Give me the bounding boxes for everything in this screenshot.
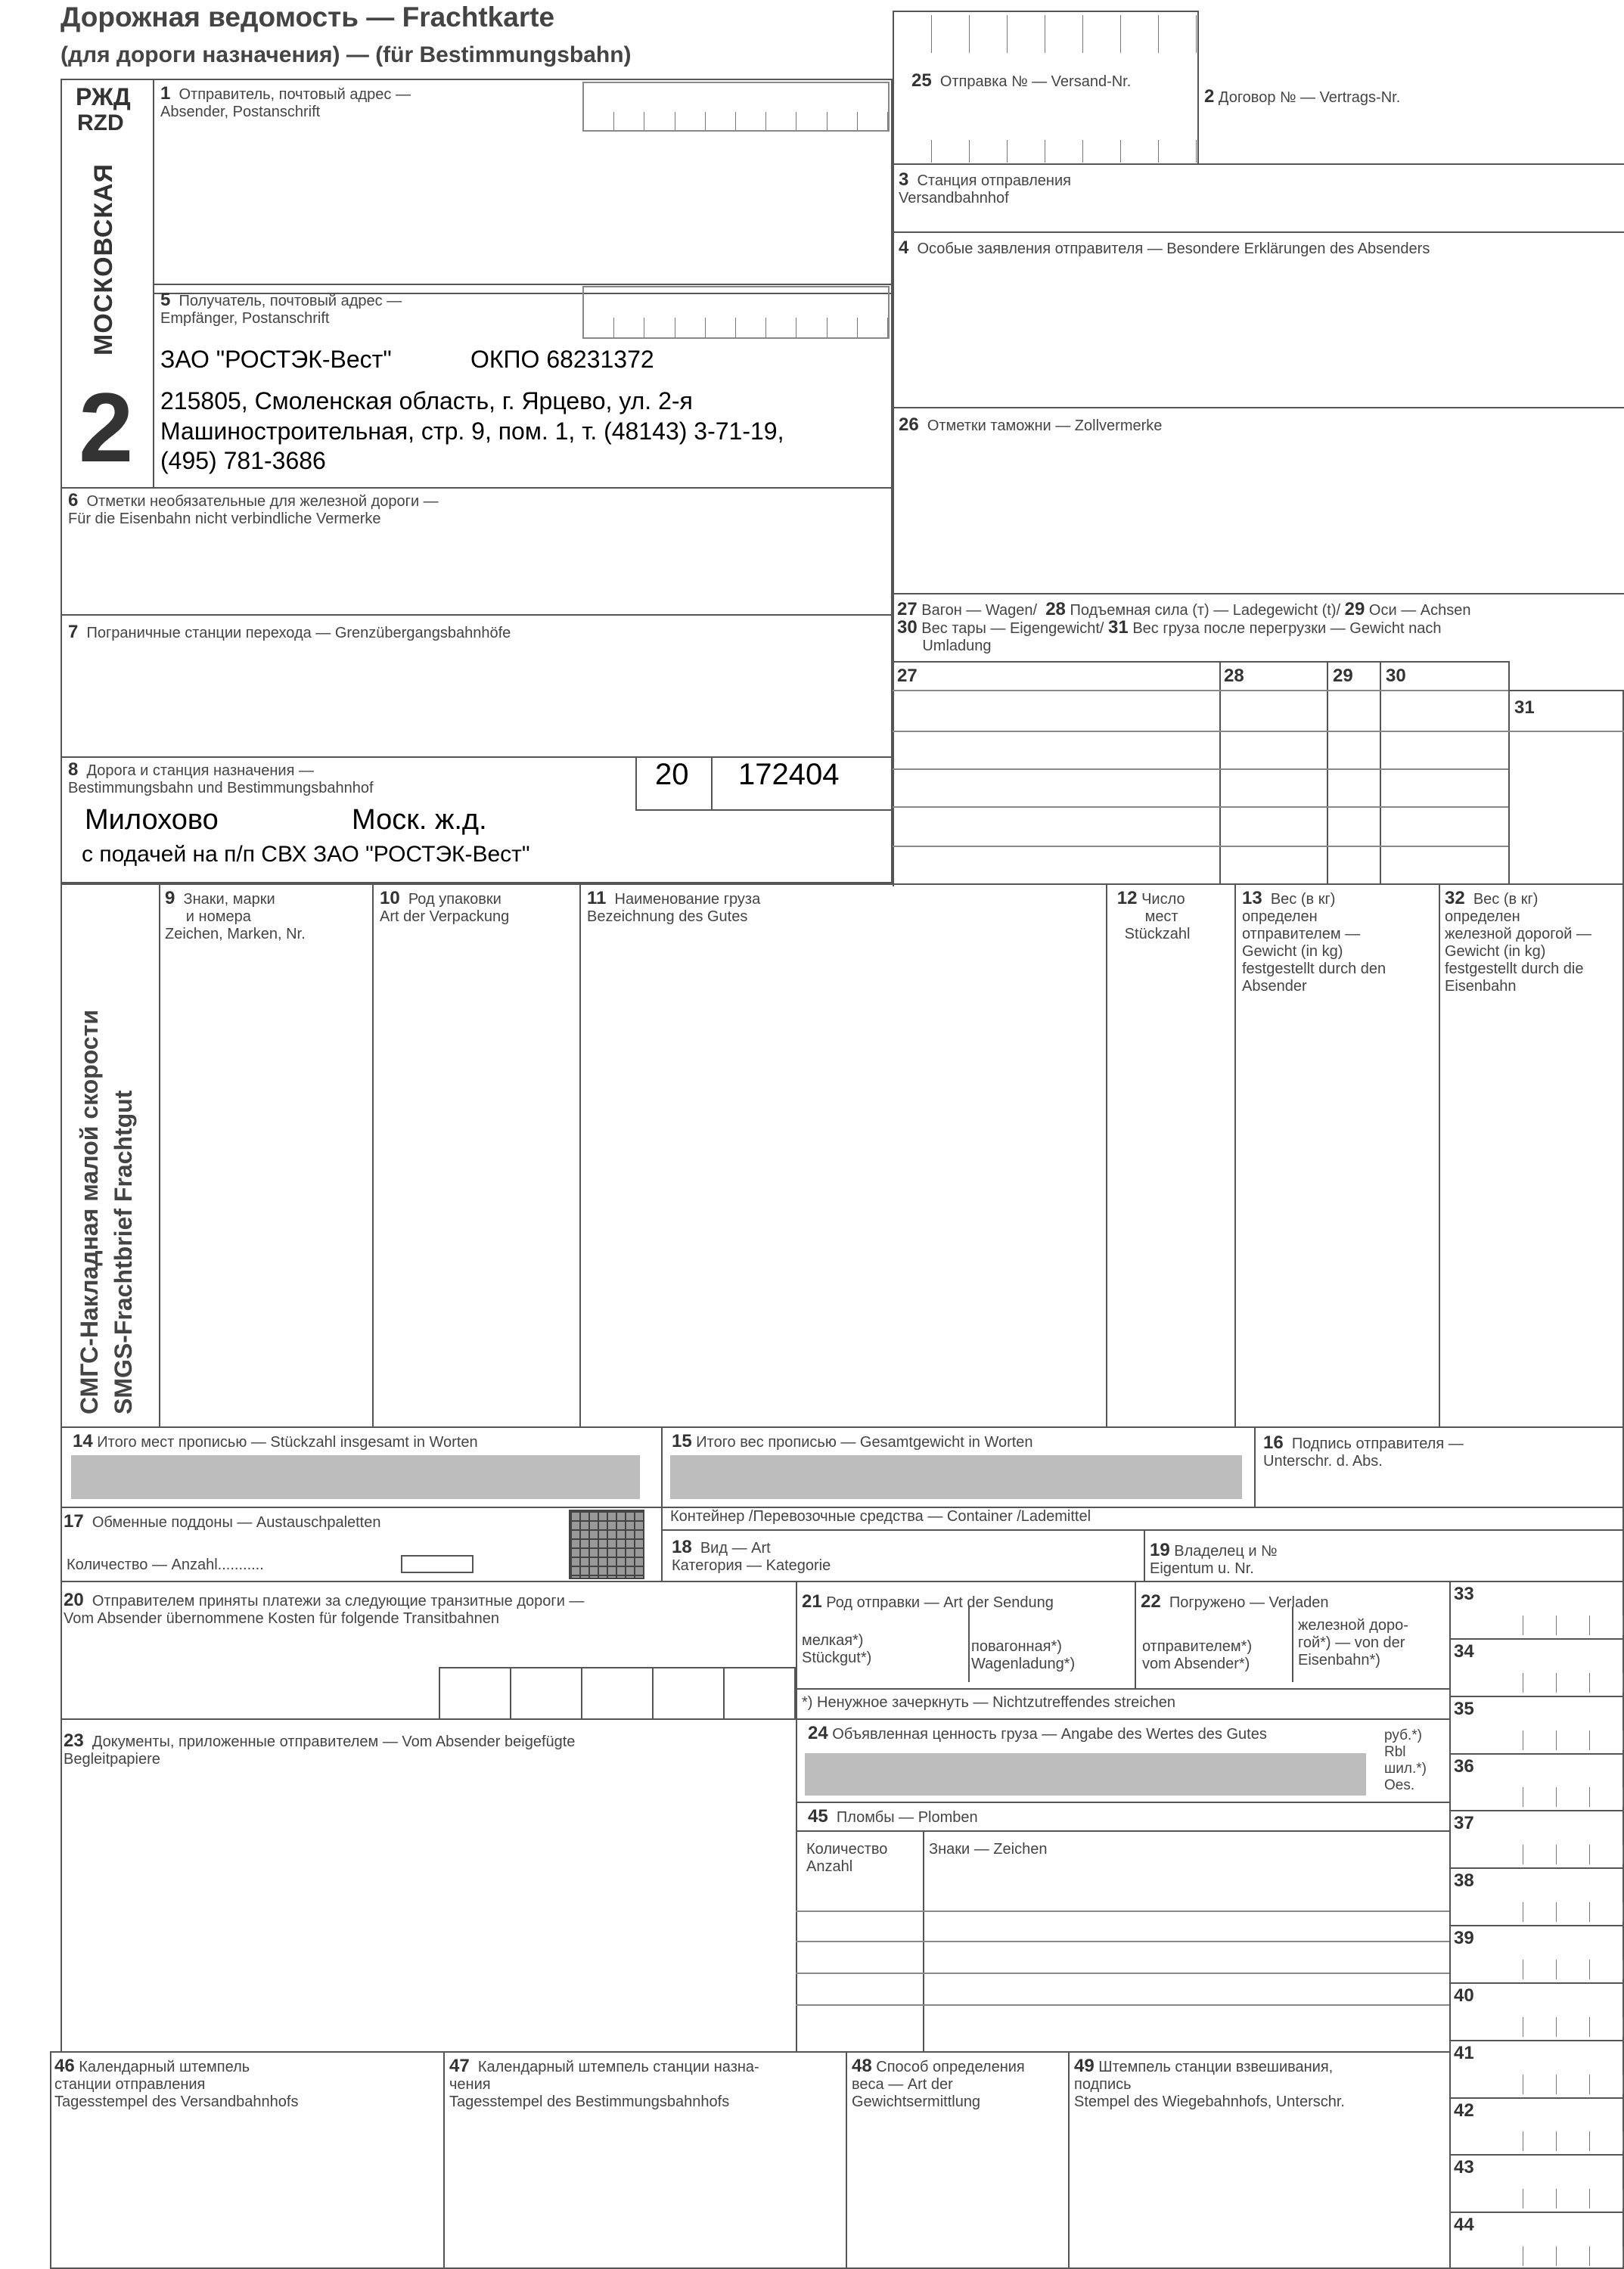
field-14-label: 14 Итого мест прописью — Stückzahl insgesamt in Worten (73, 1431, 478, 1451)
cargo-col-13 (1234, 883, 1236, 1428)
dest-road: Моск. ж.д. (352, 804, 487, 836)
field-32-label: 32 Вес (в кг) определен железной дорогой — Gewicht (in kg) festgestellt durch die Eisenbahn (1445, 888, 1592, 995)
right-column-ticks[interactable] (1490, 1845, 1623, 1864)
cargo-col-11 (579, 883, 581, 1428)
right-column-number: 42 (1454, 2100, 1474, 2121)
right-column-divider (1449, 1925, 1624, 1926)
dest-station-code: 172404 (738, 758, 840, 791)
right-column-divider (1449, 1867, 1624, 1869)
field-25-ticks-top (894, 15, 1197, 53)
field-1-code-ticks (584, 112, 888, 130)
right-column-divider (1449, 1982, 1624, 1984)
line-field-3-bottom (893, 231, 1624, 233)
right-column-ticks[interactable] (1490, 1787, 1623, 1807)
row-18-divider (1144, 1529, 1145, 1582)
field-5-code-ticks (584, 318, 888, 337)
right-column-divider (1449, 2040, 1624, 2041)
strike-note: *) Ненужное зачеркнуть — Nichtzutreffendes streichen (802, 1694, 1176, 1711)
row-45-header-line (796, 1830, 1451, 1832)
wagon-grid-row-4 (893, 806, 1510, 808)
field-16-label: 16 Подпись отправителя — Unterschr. d. Abs. (1263, 1432, 1464, 1470)
field-45-row-4 (796, 2004, 1451, 2006)
right-column-divider (1449, 2154, 1624, 2156)
right-column-number: 44 (1454, 2215, 1474, 2236)
row-24-bottom-line (796, 1802, 1451, 1803)
right-column-number: 41 (1454, 2042, 1474, 2063)
row-22-mid-divider (1292, 1606, 1293, 1682)
smgs-title-ru: СМГС-Накладная малой скорости (76, 1009, 103, 1414)
right-column-number: 40 (1454, 1985, 1474, 2006)
field-19-label: 19 Владелец и № Eigentum u. Nr. (1150, 1540, 1278, 1577)
row-48-divider (1068, 2051, 1070, 2269)
container-label: Контейнер /Перевозочные средства — Container /Lademittel (670, 1508, 1091, 1525)
transit-divider-2 (581, 1667, 582, 1720)
field-21-wagon-label: повагонная*) Wagenladung*) (971, 1638, 1076, 1672)
field-30-31-label: 30 Вес тары — Eigengewicht/ 31 Вес груза после перегрузки — Gewicht nach Umladung (897, 617, 1442, 654)
wagon-grid-row-1 (893, 690, 1510, 691)
right-column-ticks[interactable] (1490, 1960, 1623, 1979)
recipient-address-line3: (495) 781-3686 (160, 447, 326, 474)
field-22-label: 22 Погружено — Verladen (1141, 1591, 1329, 1612)
field-45-row-1 (796, 1910, 1451, 1912)
field-6-label: 6 Отметки необязательные для железной дороги — Für die Eisenbahn nicht verbindliche Vermerke (68, 490, 439, 527)
field-4-label: 4 Особые заявления отправителя — Besondere Erklärungen des Absenders (899, 237, 1430, 258)
field-8-label: 8 Дорога и станция назначения — Bestimmungsbahn und Bestimmungsbahnhof (68, 759, 374, 796)
right-column-number: 35 (1454, 1698, 1474, 1719)
field-26-label: 26 Отметки таможни — Zollvermerke (899, 414, 1163, 435)
cargo-col-10 (372, 883, 374, 1428)
row-47-divider (846, 2051, 847, 2269)
row-21-mid-divider (968, 1606, 970, 1682)
container-icon (569, 1510, 644, 1579)
wagon-grid-col-30 (1380, 661, 1381, 885)
field-25-ticks-bottom (894, 140, 1197, 163)
dest-note: с подачей на п/п СВХ ЗАО "РОСТЭК-Вест" (82, 842, 530, 867)
wagon-grid-31[interactable] (1508, 690, 1624, 885)
cargo-col-9 (159, 883, 160, 1428)
field-2-label: 2 Договор № — Vertrags-Nr. (1204, 86, 1401, 107)
recipient-address-line1: 215805, Смоленская область, г. Ярцево, ул. 2-я (160, 387, 693, 414)
container-line (661, 1529, 1624, 1531)
field-17-label: 17 Обменные поддоны — Austauschpaletten (64, 1511, 381, 1532)
row-21-bottom-line (796, 1688, 1451, 1690)
right-column-divider (1449, 1810, 1624, 1811)
field-45-row-2 (796, 1941, 1451, 1942)
field-10-label: 10 Род упаковки Art der Verpackung (380, 888, 510, 925)
field-12-label: 12 Число мест Stückzahl (1116, 888, 1191, 942)
line-field-4-bottom (893, 407, 1624, 408)
wagon-grid[interactable] (893, 661, 1510, 885)
transit-divider-3 (652, 1667, 654, 1720)
right-column-ticks[interactable] (1490, 2075, 1623, 2094)
right-column-number: 37 (1454, 1813, 1474, 1834)
wagon-grid-col-29 (1327, 661, 1328, 885)
grid-head-30: 30 (1386, 666, 1406, 686)
form-title: Дорожная ведомость — Frachtkarte (61, 2, 555, 33)
right-column-number: 33 (1454, 1584, 1474, 1604)
smgs-title-de: SMGS-Frachtbrief Frachtgut (110, 1090, 137, 1414)
field-24-label: 24 Объявленная ценность груза — Angabe des Wertes des Gutes (808, 1723, 1267, 1743)
field-45-label: 45 Пломбы — Plomben (808, 1806, 978, 1827)
field-9-label: 9 Знаки, марки и номера Zeichen, Marken, Nr. (165, 888, 306, 942)
field-15-redacted (670, 1455, 1242, 1499)
transit-divider-1 (510, 1667, 511, 1720)
grid-head-28: 28 (1224, 666, 1244, 686)
cargo-table (61, 883, 1624, 1428)
field-3-label: 3 Станция отправления Versandbahnhof (899, 169, 1071, 206)
right-column-number: 38 (1454, 1870, 1474, 1892)
right-column-ticks[interactable] (1490, 1730, 1623, 1750)
recipient-name: ЗАО "РОСТЭК-Вест" (160, 346, 392, 373)
field-21-label: 21 Род отправки — Art der Sendung (802, 1591, 1054, 1612)
right-column-divider (1449, 1696, 1624, 1697)
field-22-sender-label: отправителем*) vom Absender*) (1142, 1638, 1253, 1672)
field-46-label: 46 Календарный штемпель станции отправления Tagesstempel des Versandbahnhofs (54, 2056, 299, 2110)
pallet-icon (401, 1555, 474, 1573)
row-46-divider (443, 2051, 445, 2269)
right-column-number: 36 (1454, 1755, 1474, 1777)
field-11-label: 11 Наименование груза Bezeichnung des Gutes (587, 888, 761, 925)
recipient-address-line2: Машиностроительная, стр. 9, пом. 1, т. (48143) 3-71-19, (160, 417, 784, 445)
field-15-label: 15 Итого вес прописью — Gesamtgewicht in Worten (672, 1431, 1033, 1451)
cargo-col-12 (1106, 883, 1107, 1428)
rzd-logo-ru: РЖД (76, 83, 131, 110)
field-25-label: 25 Отправка № — Versand-Nr. (911, 70, 1132, 91)
right-column-number: 43 (1454, 2157, 1474, 2178)
field-22-railway-label: железной доро- гой*) — von der Eisenbahn*) (1298, 1617, 1408, 1668)
railway-name: МОСКОВСКАЯ (89, 163, 118, 355)
right-column-ticks[interactable] (1490, 1673, 1623, 1693)
right-column-ticks[interactable] (1490, 2131, 1623, 2151)
right-column-divider (1449, 1753, 1624, 1755)
grid-head-29: 29 (1333, 666, 1353, 686)
dest-station: Милохово (85, 804, 219, 836)
right-column-ticks[interactable] (1490, 2017, 1623, 2037)
wagon-grid-col-28 (1219, 661, 1221, 885)
field-45-row-3 (796, 1973, 1451, 1974)
row-23-divider (796, 1718, 797, 2053)
cargo-col-32 (1439, 883, 1440, 1428)
wagon-grid-row-5 (893, 846, 1510, 847)
wagon-grid-row-3 (893, 768, 1510, 770)
field-45-marks-label: Знаки — Zeichen (929, 1841, 1048, 1858)
field-24-currency: руб.*) Rbl шил.*) Oes. (1384, 1727, 1427, 1793)
transit-divider-4 (723, 1667, 725, 1720)
field-48-label: 48 Способ определения веса — Art der Gewichtsermittlung (852, 2056, 1025, 2110)
field-49-label: 49 Штемпель станции взвешивания, подпись Stempel des Wiegebahnhofs, Unterschr. (1074, 2056, 1345, 2110)
field-47-label: 47 Календарный штемпель станции назна- чения Tagesstempel des Bestimmungsbahnhofs (449, 2056, 759, 2110)
field-14-redacted (71, 1455, 640, 1499)
wagon-grid-row-2 (893, 731, 1510, 732)
line-field-2-bottom (893, 163, 1624, 165)
right-column-ticks[interactable] (1490, 1616, 1623, 1635)
field-23-label: 23 Документы, приложенные отправителем — Vom Absender beigefügte Begleitpapiere (64, 1730, 576, 1768)
field-5-label: 5 Получатель, почтовый адрес — Empfänger, Postanschrift (160, 290, 402, 327)
grid-head-27: 27 (897, 666, 918, 686)
field-13-label: 13 Вес (в кг) определен отправителем — Gewicht (in kg) festgestellt durch den Absender (1242, 888, 1386, 995)
recipient-okpo: ОКПО 68231372 (470, 346, 654, 373)
form-subtitle: (для дороги назначения) — (für Bestimmungsbahn) (61, 42, 632, 67)
right-column-ticks[interactable] (1490, 2189, 1623, 2208)
field-1-label: 1 Отправитель, почтовый адрес — Absender, Postanschrift (160, 83, 411, 120)
field-20-transit-boxes[interactable] (439, 1667, 796, 1720)
dest-road-code: 20 (655, 758, 689, 791)
field-20-label: 20 Отправителем приняты платежи за следующие транзитные дороги — Vom Absender übernommene Kosten für folgende Transitbahnen (64, 1590, 585, 1627)
right-column-number: 39 (1454, 1928, 1474, 1948)
dest-code-divider (711, 756, 713, 811)
row-17-divider (661, 1507, 663, 1582)
right-column-divider (1449, 1638, 1624, 1640)
rzd-logo-en: RZD (77, 110, 124, 135)
row-20-divider (796, 1581, 797, 1720)
field-24-redacted (805, 1753, 1366, 1796)
right-column-divider (1449, 2097, 1624, 2099)
grid-head-31: 31 (1514, 697, 1535, 718)
row-21-divider (1135, 1581, 1136, 1688)
copy-number: 2 (79, 372, 134, 483)
right-column-divider (1449, 2212, 1624, 2213)
line-field-26-bottom (893, 593, 1624, 594)
row-15-divider (1254, 1426, 1256, 1508)
field-45-quantity-label: Количество Anzahl (806, 1841, 888, 1875)
right-column-number: 34 (1454, 1640, 1474, 1662)
field-27-29-label: 27 Вагон — Wagen/ 28 Подъемная сила (т) — Ladegewicht (t)/ 29 Оси — Achsen (897, 599, 1471, 619)
wagon-grid-31-row (1508, 731, 1624, 732)
field-18-label: 18 Вид — Art Категория — Kategorie (672, 1537, 831, 1574)
right-column-ticks[interactable] (1490, 1902, 1623, 1922)
field-21-small-label: мелкая*) Stückgut*) (802, 1632, 872, 1666)
right-column-ticks[interactable] (1490, 2246, 1623, 2266)
row-14-divider (661, 1426, 663, 1508)
field-7-label: 7 Пограничные станции перехода — Grenzübergangsbahnhöfe (68, 622, 511, 642)
field-17-quantity-label: Количество — Anzahl........... (67, 1557, 264, 1573)
